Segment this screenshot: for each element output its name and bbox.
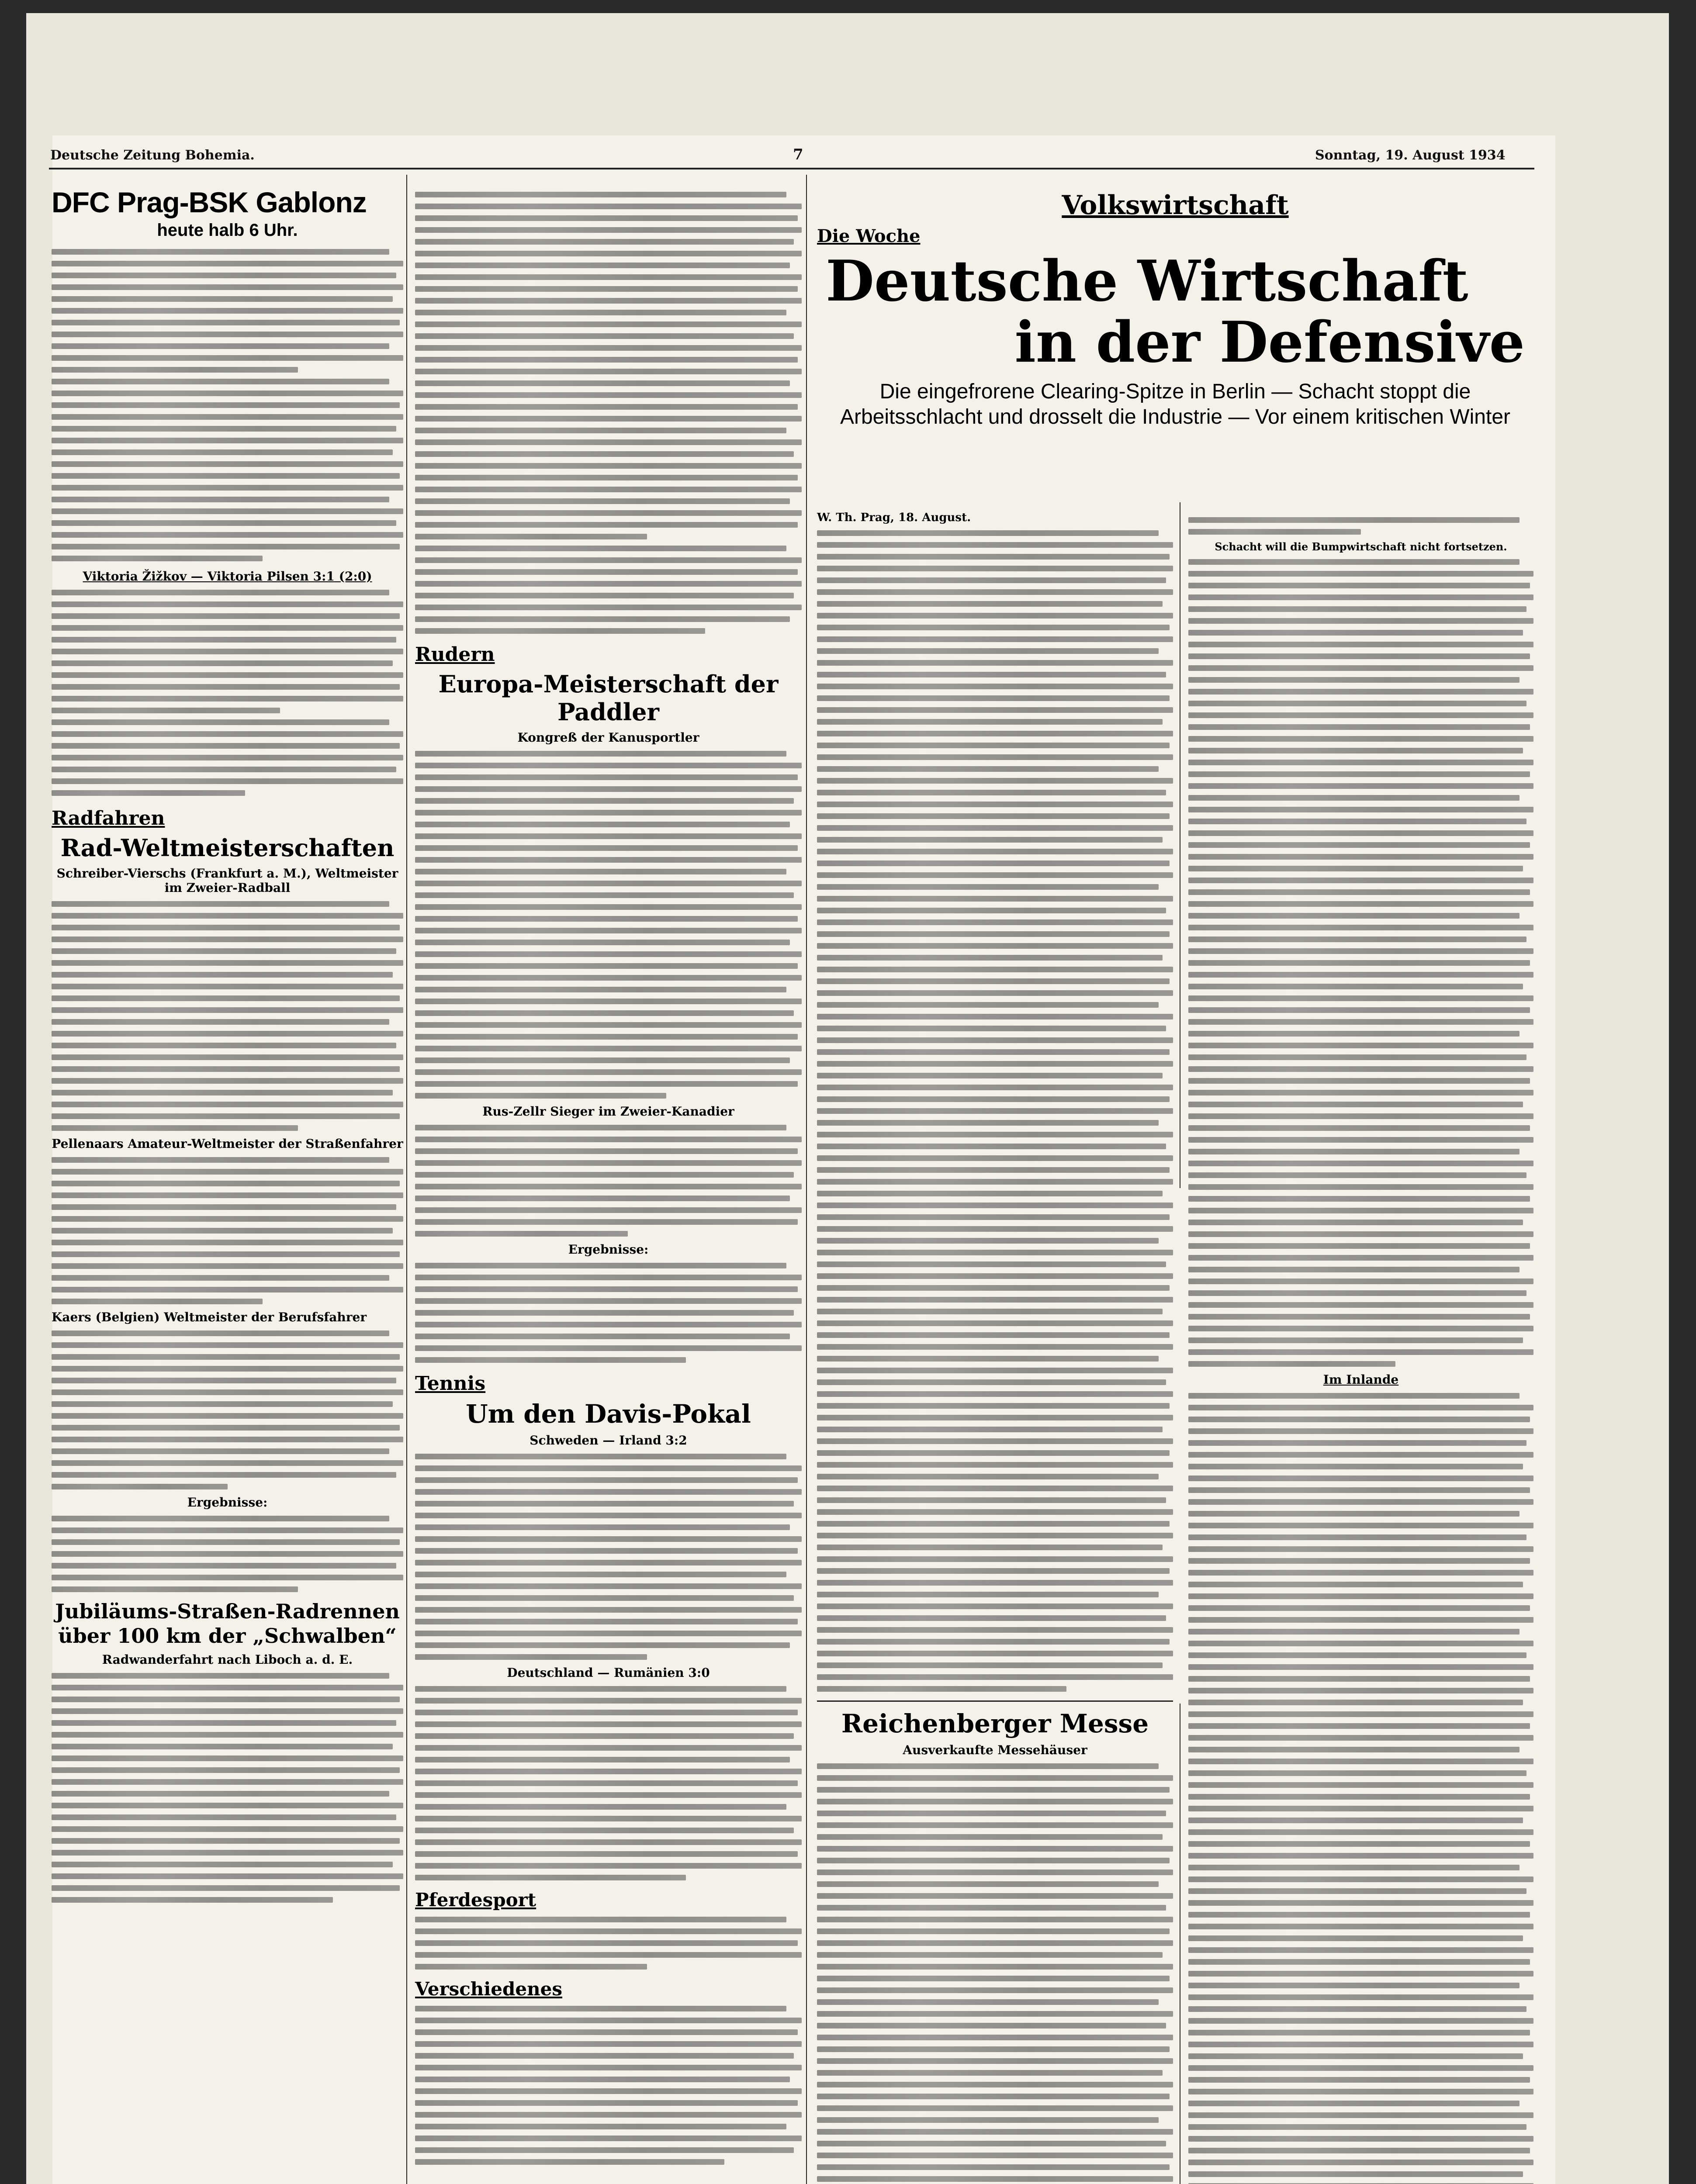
- results-rad-body: [52, 1516, 403, 1592]
- label-ergebnisse-2: Ergebnisse:: [568, 1242, 649, 1257]
- header-page-number: 7: [793, 146, 803, 163]
- article-tennis-body: [415, 1454, 802, 1660]
- section-rudern: Rudern: [415, 643, 495, 666]
- header-date: Sonntag, 19. August 1934: [1315, 148, 1506, 163]
- column-1: [52, 186, 403, 2184]
- headline-rad-weltmeisterschaften: Rad-Weltmeisterschaften: [60, 834, 395, 862]
- subhead-pellenaars: Pellenaars Amateur-Weltmeister der Straßenfahrer: [52, 1137, 403, 1151]
- article-tennis2-body: [415, 1686, 802, 1880]
- headline-defensive: in der Defensive: [1014, 310, 1525, 375]
- article-paddler-body: [415, 1125, 802, 1237]
- subhead-schreiber: Schreiber-Vierschs (Frankfurt a. M.), Weltmeister im Zweier-Radball: [56, 866, 398, 895]
- article-pferde-body: [415, 1917, 802, 1970]
- subhead-zweier-kanadier: Rus-Zellr Sieger im Zweier-Kanadier: [482, 1104, 734, 1119]
- article-schacht-body: [1188, 559, 1533, 1367]
- label-ergebnisse-1: Ergebnisse:: [187, 1495, 268, 1510]
- headline-deutsche-wirtschaft: Deutsche Wirtschaft: [826, 249, 1468, 314]
- column-rule-1: [406, 175, 407, 2184]
- article-versch-body: [415, 2006, 802, 2165]
- headline-dfc-prag: DFC Prag-BSK Gablonz: [52, 186, 367, 218]
- divider-messe: [817, 1700, 1173, 1702]
- volkswirtschaft-header: [817, 186, 1533, 509]
- article-rad-body: [52, 901, 403, 1131]
- column-rule-2: [806, 175, 807, 2184]
- article-top-body: [415, 192, 802, 634]
- subhead-kaers: Kaers (Belgien) Weltmeister der Berufsfahrer: [52, 1310, 367, 1324]
- section-pferdesport: Pferdesport: [415, 1889, 536, 1911]
- article-rudern-body: [415, 751, 802, 1099]
- section-radfahren: Radfahren: [52, 807, 165, 829]
- headline-jubilaeum: Jubiläums-Straßen-Radrennen über 100 km der „Schwalben“: [55, 1600, 400, 1648]
- headline-davis-pokal: Um den Davis-Pokal: [466, 1399, 751, 1429]
- article-inlande-body: [1188, 1393, 1533, 2184]
- headline-time: heute halb 6 Uhr.: [157, 221, 298, 240]
- column-3: [817, 511, 1173, 2184]
- kicker-die-woche: Die Woche: [817, 226, 921, 246]
- article-messe-body: [817, 1763, 1173, 2184]
- article-pellenaars-body: [52, 1157, 403, 1304]
- headline-viktoria: Viktoria Žižkov — Viktoria Pilsen 3:1 (2:0): [83, 569, 372, 584]
- header-rule: [49, 168, 1534, 169]
- subhead-im-inlande: Im Inlande: [1323, 1372, 1399, 1387]
- subhead-deutschland-rumaenien: Deutschland — Rumänien 3:0: [507, 1666, 710, 1680]
- article-wirtschaft-cont-body: [1188, 517, 1533, 535]
- article-wirtschaft-body: [817, 530, 1173, 1692]
- article-kaers-body: [52, 1330, 403, 1489]
- subhead-kongress: Kongreß der Kanusportler: [517, 730, 699, 745]
- section-verschiedenes: Verschiedenes: [415, 1978, 563, 2000]
- column-4: [1188, 511, 1533, 2184]
- article-jubilaeum-body: [52, 1673, 403, 1903]
- subhead-schweden-irland: Schweden — Irland 3:2: [530, 1433, 687, 1448]
- headline-reichenberger-messe: Reichenberger Messe: [841, 1709, 1149, 1738]
- subhead-messehaeuser: Ausverkaufte Messehäuser: [903, 1743, 1087, 1757]
- article-dfc-body: [52, 249, 403, 561]
- section-tennis: Tennis: [415, 1372, 486, 1395]
- section-volkswirtschaft: Volkswirtschaft: [1062, 190, 1289, 221]
- results-paddler-body: [415, 1263, 802, 1363]
- column-2: [415, 186, 802, 2184]
- subhead-schacht: Schacht will die Bumpwirtschaft nicht fortsetzen.: [1215, 540, 1507, 553]
- article-viktoria-body: [52, 590, 403, 796]
- deck-clearing: Die eingefrorene Clearing-Spitze in Berlin — Schacht stoppt die Arbeitsschlacht und drosselt die Industrie — Vor einem kritischen Winter: [840, 380, 1510, 429]
- subhead-radwanderfahrt: Radwanderfahrt nach Liboch a. d. E.: [102, 1652, 353, 1667]
- header-paper-name: Deutsche Zeitung Bohemia.: [50, 148, 255, 163]
- byline-prag: W. Th. Prag, 18. August.: [817, 511, 971, 524]
- headline-europa-meisterschaft: Europa-Meisterschaft der Paddler: [438, 670, 779, 726]
